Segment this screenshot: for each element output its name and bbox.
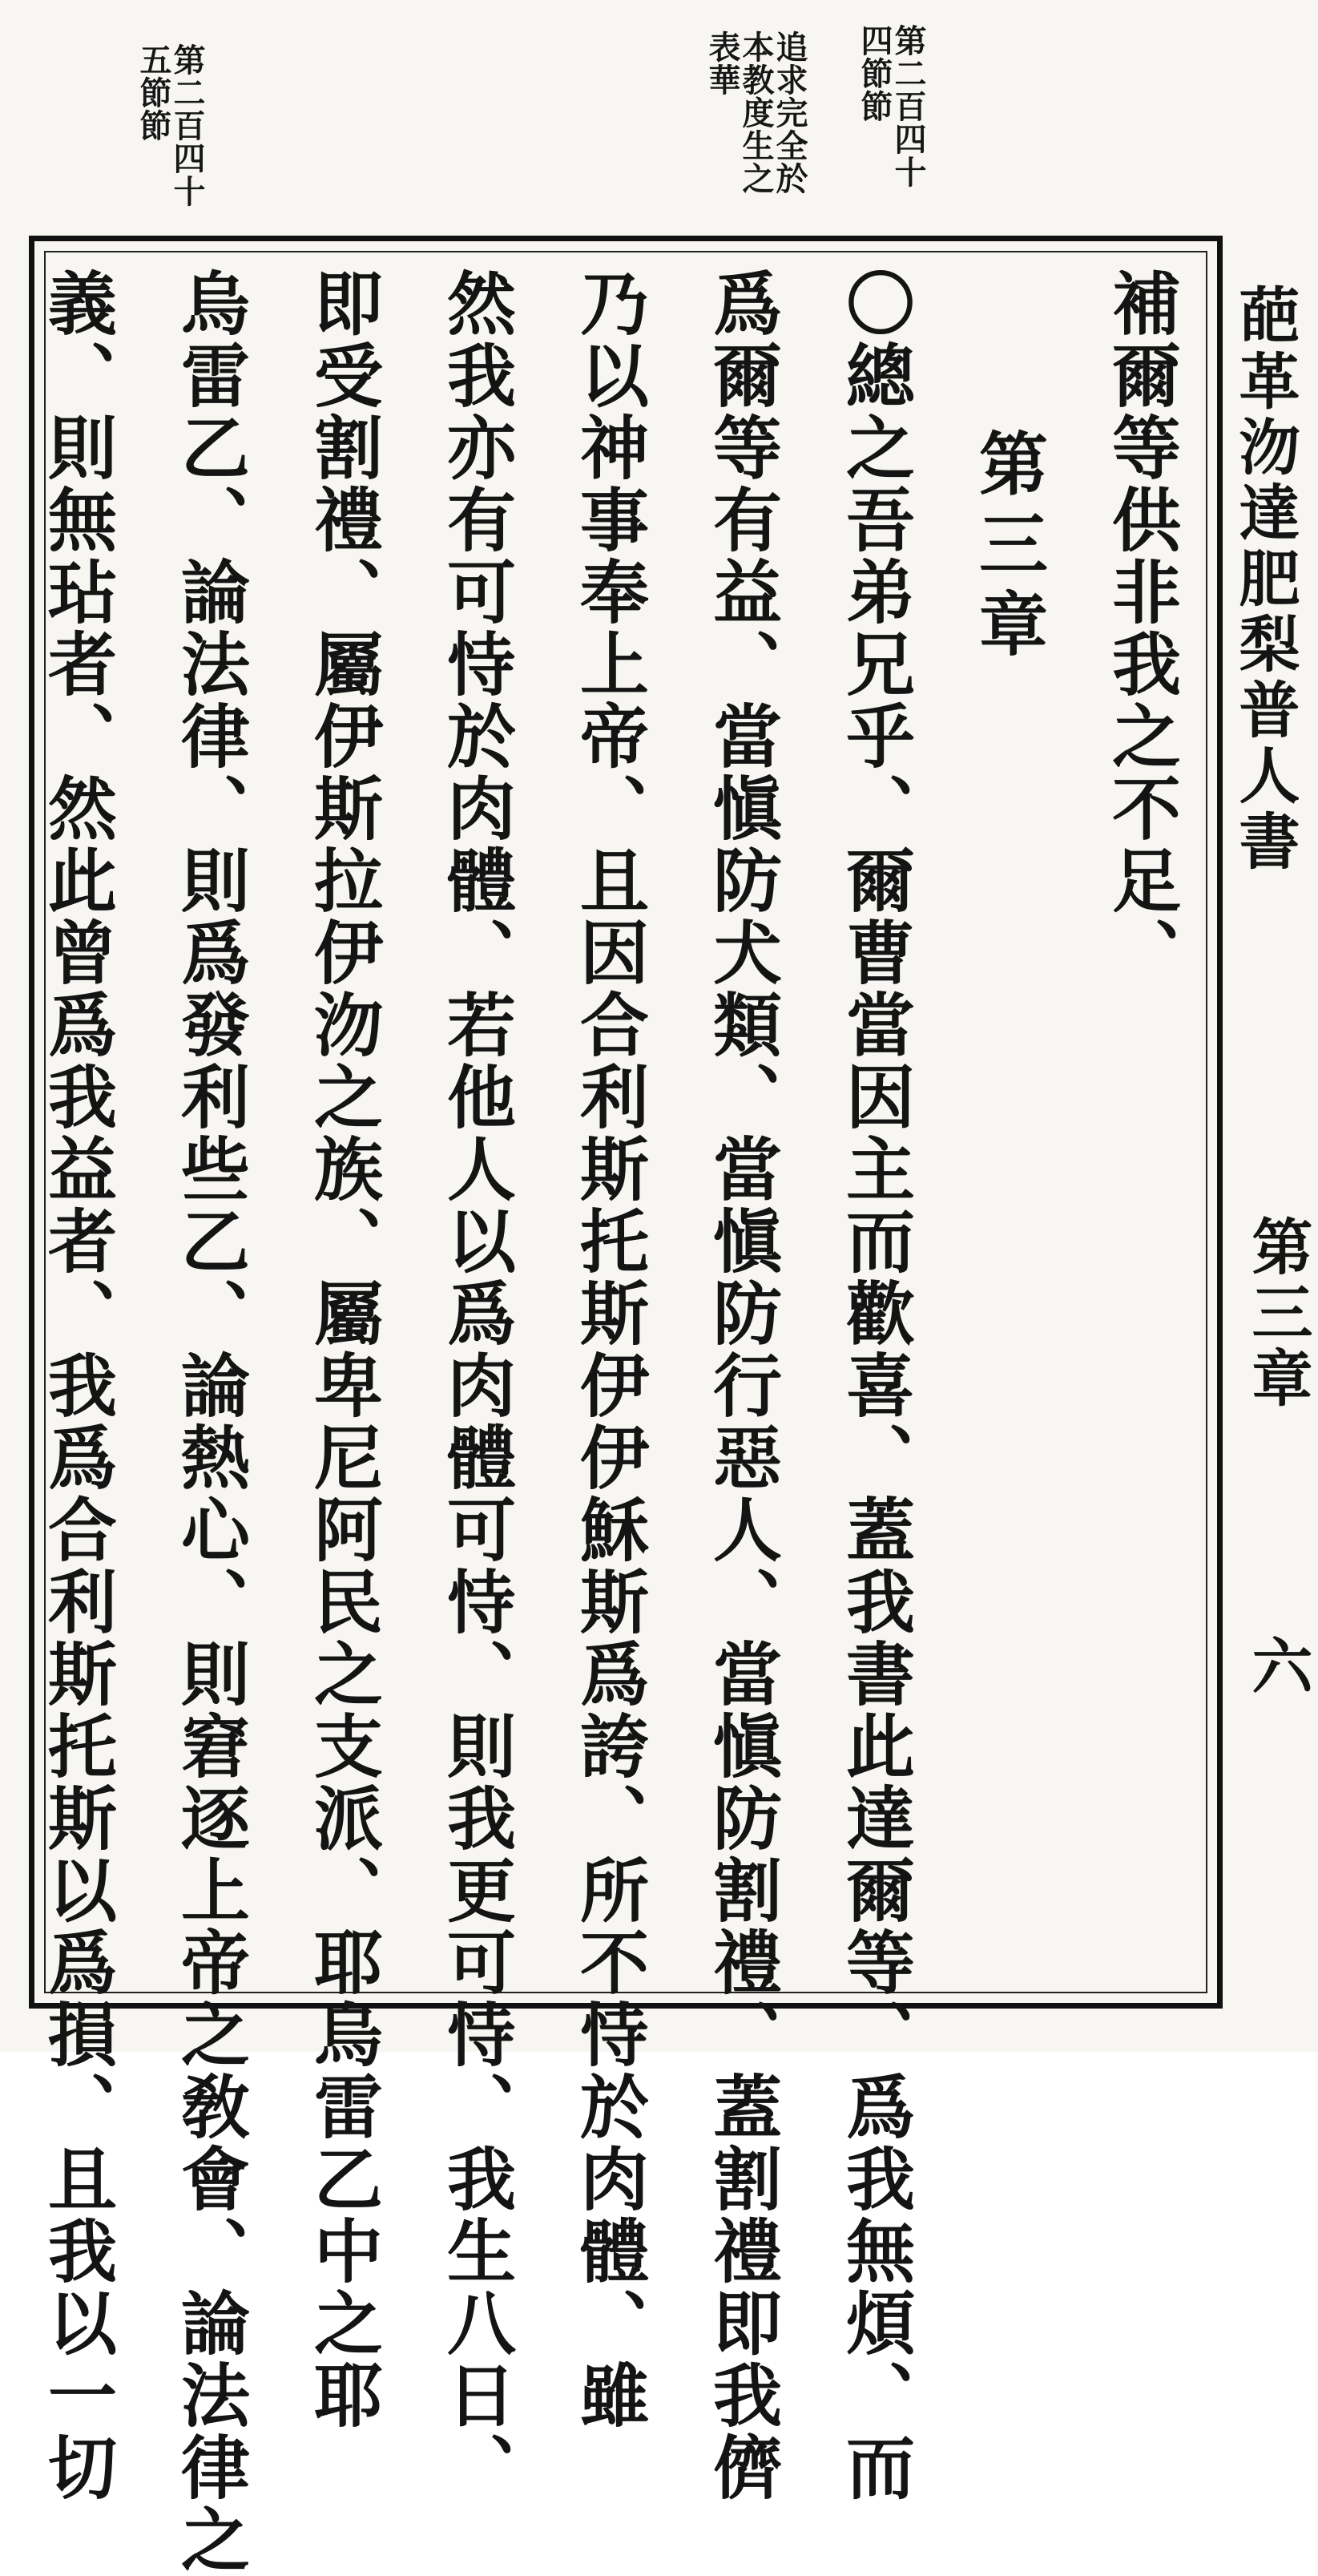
text-line: 義、則無玷者、然此曾爲我益者、我爲合利斯托斯以爲損、且我以一切 [36,268,117,2504]
text-line: 然我亦有可恃於肉體、若他人以爲肉體可恃、則我更可恃、我生八日、 [435,268,516,2504]
book-title: 葩革沕達肥梨普人書 [1229,284,1300,875]
text-line: 乃以神事奉上帝、且因合利斯托斯伊伊穌斯爲誇、所不恃於肉體、雖 [568,268,649,2432]
margin-note-line: 追求完全於 [771,30,808,195]
text-line: 爲爾等有益、當愼防犬類、當愼防行惡人、當愼防割禮、蓋割禮即我儕 [701,268,782,2504]
margin-note-heading [705,30,806,231]
text-line: 烏雷乙、論法律、則爲發利些乙、論熱心、則窘逐上帝之敎會、論法律之 [169,268,250,2576]
margin-note-line: 第二百四十 [889,24,927,188]
text-line: 補爾等供非我之不足、 [1100,268,1181,989]
running-header [1223,236,1313,2009]
margin-note-verse-245 [136,43,204,236]
margin-note-verse-244 [857,24,925,216]
margin-note-line: 四節節 [856,24,893,123]
text-line [0,268,10,1983]
chapter-heading: 第三章 [967,428,1048,668]
margin-note-line: 表華 [703,30,741,96]
margin-note-line: 本教度生之 [737,30,775,195]
body-text [36,268,1207,2576]
margin-note-line: 五節節 [135,43,172,142]
page-number: 六 [1242,1634,1313,1695]
margin-note-line: 第二百四十 [168,43,206,208]
text-line: 即受割禮、屬伊斯拉伊沕之族、屬卑尼阿民之支派、耶烏雷乙中之耶 [302,268,383,2432]
text-line: 〇總之吾弟兄乎、爾曹當因主而歡喜、蓋我書此達爾等、爲我無煩、而 [834,268,915,2504]
chapter-label: 第三章 [1242,1215,1313,1412]
